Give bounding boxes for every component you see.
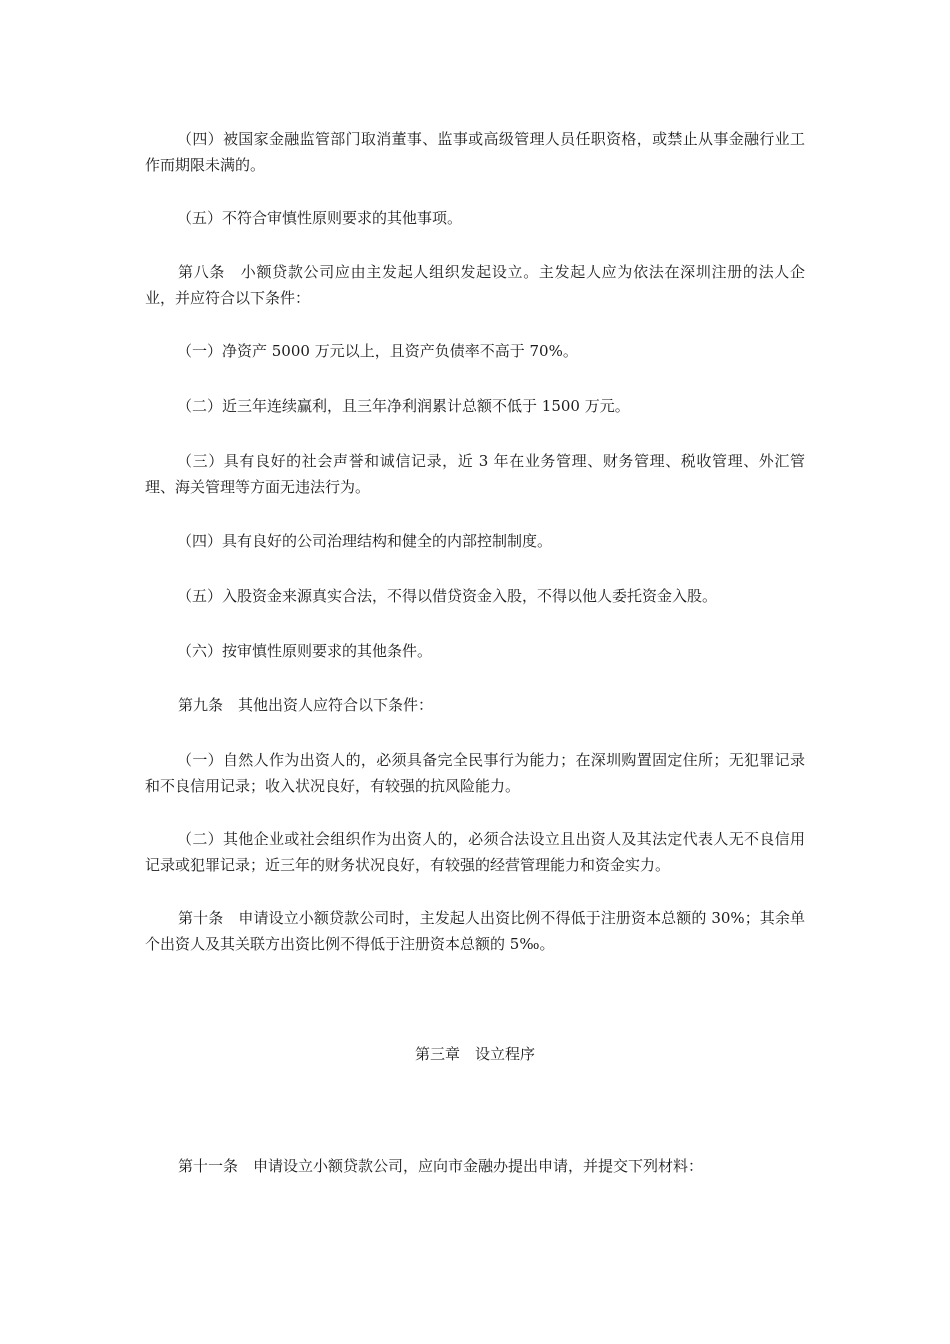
article-9-item-2: （二）其他企业或社会组织作为出资人的，必须合法设立且出资人及其法定代表人无不良信用记录或犯罪记录；近三年的财务状况良好，有较强的经营管理能力和资金实力。: [145, 830, 805, 874]
article-11: 第十一条 申请设立小额贷款公司，应向市金融办提出申请，并提交下列材料：: [178, 1157, 704, 1175]
article-8-item-2: （二）近三年连续赢利，且三年净利润累计总额不低于 1500 万元。: [177, 397, 630, 415]
article-9: 第九条 其他出资人应符合以下条件：: [178, 696, 434, 714]
article-8-item-3: （三）具有良好的社会声誉和诚信记录，近 3 年在业务管理、财务管理、税收管理、外汇管理、海关管理等方面无违法行为。: [145, 452, 805, 496]
article-8-item-5: （五）入股资金来源真实合法，不得以借贷资金入股，不得以他人委托资金入股。: [177, 587, 718, 605]
article-9-item-1: （一）自然人作为出资人的，必须具备完全民事行为能力；在深圳购置固定住所；无犯罪记录和不良信用记录；收入状况良好，有较强的抗风险能力。: [145, 751, 805, 795]
article-8-item-4: （四）具有良好的公司治理结构和健全的内部控制制度。: [177, 532, 553, 550]
article-8: 第八条 小额贷款公司应由主发起人组织发起设立。主发起人应为依法在深圳注册的法人企业，并应符合以下条件：: [145, 263, 805, 307]
article-8-item-1: （一）净资产 5000 万元以上，且资产负债率不高于 70%。: [177, 342, 578, 360]
chapter-heading: 第三章 设立程序: [414, 1045, 535, 1063]
article-10: 第十条 申请设立小额贷款公司时，主发起人出资比例不得低于注册资本总额的 30%；其余单个出资人及其关联方出资比例不得低于注册资本总额的 5‰。: [145, 909, 805, 953]
paragraph-item-4-disqualified: （四）被国家金融监管部门取消董事、监事或高级管理人员任职资格，或禁止从事金融行业工作而期限未满的。: [145, 130, 805, 174]
article-8-item-6: （六）按审慎性原则要求的其他条件。: [177, 642, 433, 660]
paragraph-item-5-other-matters: （五）不符合审慎性原则要求的其他事项。: [177, 209, 463, 227]
